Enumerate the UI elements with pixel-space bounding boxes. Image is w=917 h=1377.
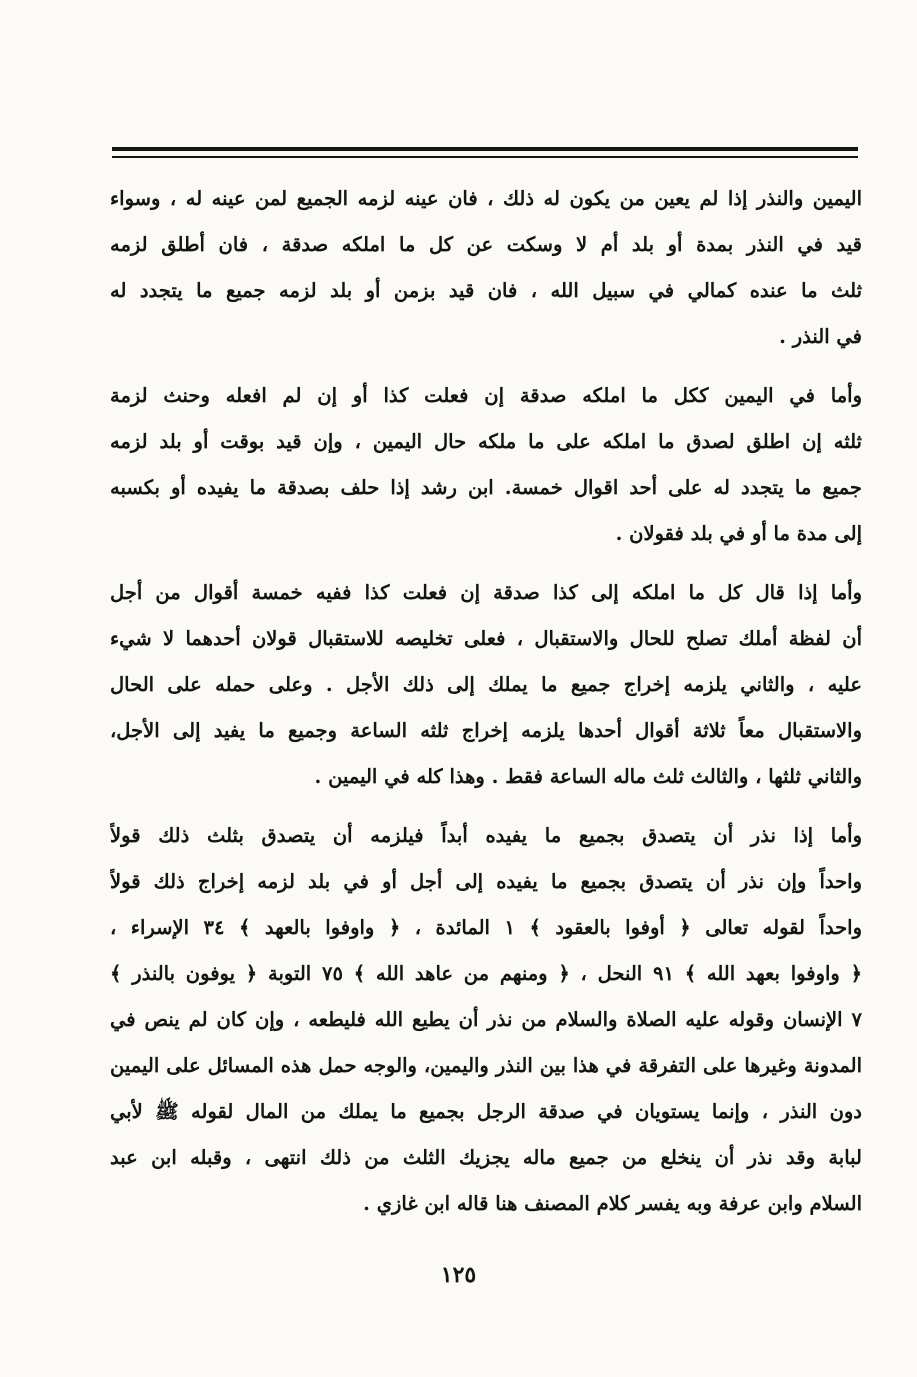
- header-rule-thick: [112, 147, 858, 151]
- paragraph-3: [110, 570, 862, 800]
- text-line: واحداً لقوله تعالى ﴿ أوفوا بالعقود ﴾ ١ المائدة ، ﴿ واوفوا بالعهد ﴾ ٣٤ الإسراء ،: [110, 916, 862, 939]
- text-line: أن لفظة أملك تصلح للحال والاستقبال ، فعلى تخليصه للاستقبال قولان أحدهما لا شيء: [110, 627, 862, 650]
- text-line: ﴿ واوفوا بعهد الله ﴾ ٩١ النحل ، ﴿ ومنهم من عاهد الله ﴾ ٧٥ التوبة ﴿ يوفون بالنذر ﴾: [110, 962, 862, 985]
- text-line: وأما في اليمين ككل ما املكه صدقة إن فعلت كذا أو إن لم افعله وحنث لزمة: [110, 384, 862, 407]
- text-line: قيد في النذر بمدة أو بلد أم لا وسكت عن كل ما املكه صدقة ، فان أطلق لزمه: [110, 233, 862, 256]
- text-line: والاستقبال معاً ثلاثة أقوال أحدها يلزمه إخراج ثلثه الساعة وجميع ما يفيد إلى الأجل،: [110, 719, 862, 742]
- text-line: وأما إذا قال كل ما املكه إلى كذا صدقة إن فعلت كذا ففيه خمسة أقوال من أجل: [110, 581, 862, 604]
- text-line: والثاني ثلثها ، والثالث ثلث ماله الساعة فقط . وهذا كله في اليمين .: [314, 765, 862, 788]
- paragraph-2: [110, 373, 862, 557]
- text-line: ثلث ما عنده كمالي في سبيل الله ، فان قيد بزمن أو بلد لزمه جميع ما يتجدد له: [110, 279, 862, 302]
- text-line: وأما إذا نذر أن يتصدق بجميع ما يفيده أبداً فيلزمه أن يتصدق بثلث ذلك قولاً: [110, 824, 862, 847]
- text-line: لبابة وقد نذر أن ينخلع من جميع ماله يجزيك الثلث من ذلك انتهى ، وقبله ابن عبد: [110, 1146, 862, 1169]
- text-line: ٧ الإنسان وقوله عليه الصلاة والسلام من نذر أن يطيع الله فليطعه ، وإن كان لم ينص في: [110, 1008, 862, 1031]
- text-line: السلام وابن عرفة وبه يفسر كلام المصنف هنا قاله ابن غازي .: [363, 1192, 862, 1215]
- page-number: ١٢٥: [440, 1262, 477, 1288]
- paragraph-4: [110, 813, 862, 1227]
- text-line: المدونة وغيرها على التفرقة في هذا بين النذر واليمين، والوجه حمل هذه المسائل على اليمين: [110, 1054, 862, 1077]
- header-rule-thin: [112, 156, 858, 158]
- body-text: [110, 176, 862, 1240]
- text-line: في النذر .: [779, 325, 862, 348]
- text-line: دون النذر ، وإنما يستويان في صدقة الرجل بجميع ما يملك من المال لقوله ﷺ لأبي: [110, 1100, 862, 1123]
- text-line: عليه ، والثاني يلزمه إخراج جميع ما يملك إلى ذلك الأجل . وعلى حمله على الحال: [110, 673, 862, 696]
- text-line: ثلثه إن اطلق لصدق ما املكه على ما ملكه حال اليمين ، وإن قيد بوقت أو بلد لزمه: [110, 430, 862, 453]
- text-line: إلى مدة ما أو في بلد فقولان .: [615, 522, 862, 545]
- text-line: واحداً وإن نذر أن يتصدق بجميع ما يفيده إلى أجل أو في بلد لزمه إخراج ذلك قولاً: [110, 870, 862, 893]
- paragraph-1: [110, 176, 862, 360]
- text-line: جميع ما يتجدد له على أحد اقوال خمسة. ابن رشد إذا حلف بصدقة ما يفيده أو بكسبه: [110, 476, 862, 499]
- text-line: اليمين والنذر إذا لم يعين من يكون له ذلك ، فان عينه لزمه الجميع لمن عينه له ، وسواء: [110, 187, 862, 210]
